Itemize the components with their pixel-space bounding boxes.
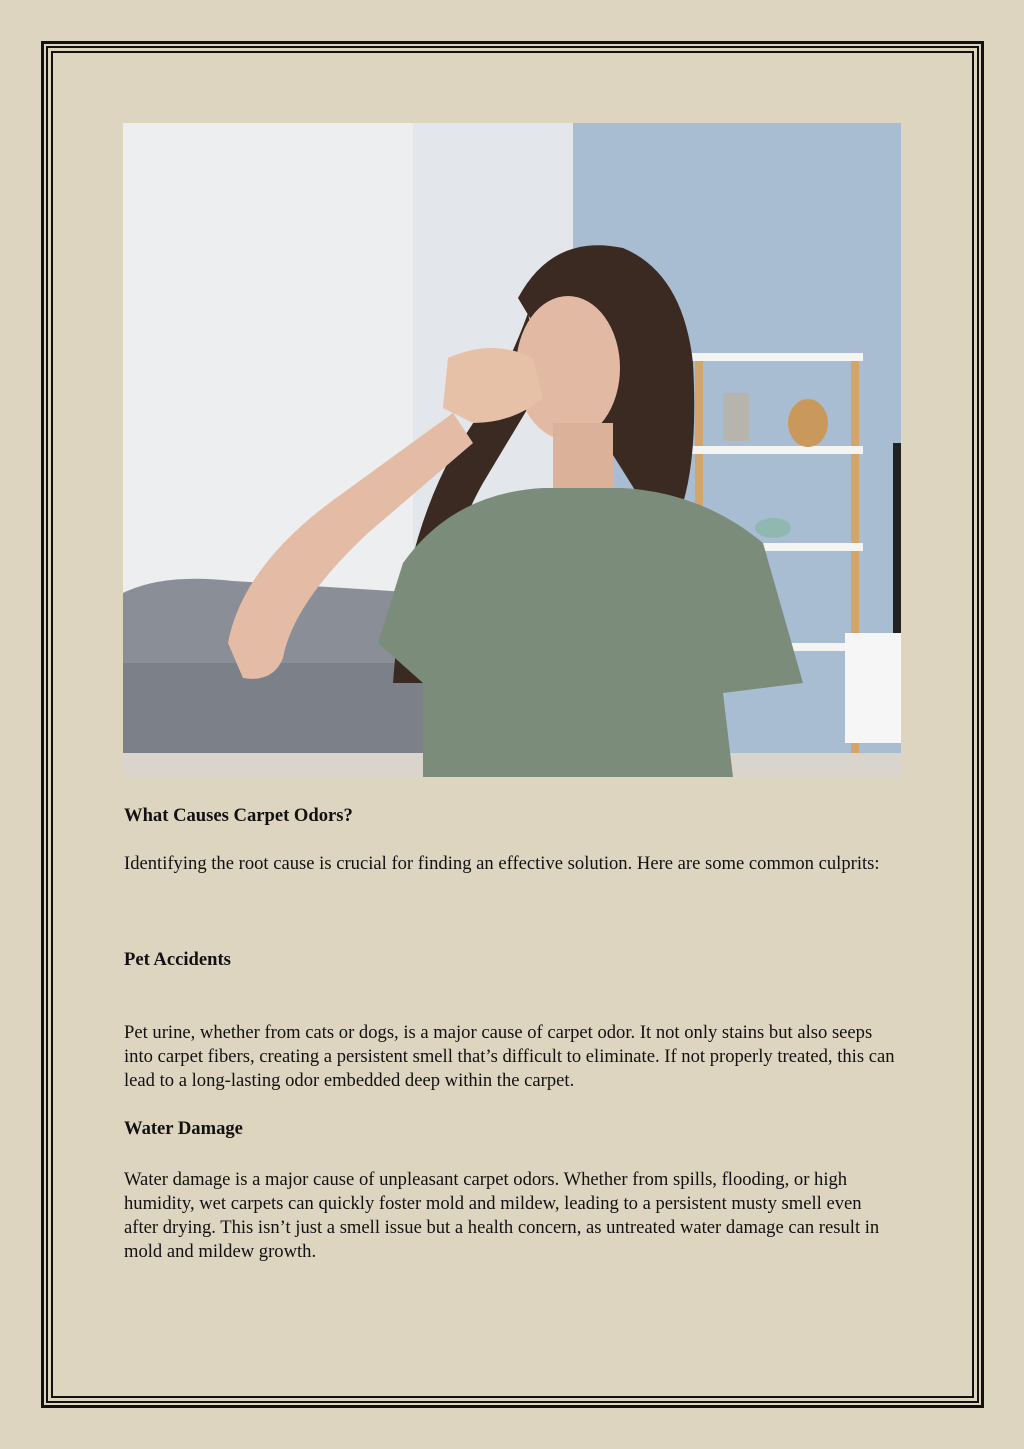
- section-body-pet-accidents: Pet urine, whether from cats or dogs, is a major cause of carpet odor. It not only stains but also seeps into carpet fibers, creating a persistent smell that’s difficult to eliminate. If not properly treated, this can lead to a long-lasting odor embedded deep within the carpet.: [124, 1022, 895, 1091]
- intro-paragraph: Identifying the root cause is crucial for finding an effective solution. Here are some common culprits:: [124, 853, 880, 874]
- section-body-water-damage: Water damage is a major cause of unpleasant carpet odors. Whether from spills, flooding, or high humidity, wet carpets can quickly foster mold and mildew, leading to a persistent musty smell even after drying. This isn’t just a smell issue but a health concern, as untreated water damage can result in mold and mildew growth.: [124, 1169, 880, 1262]
- section-title-pet-accidents: Pet Accidents: [124, 949, 231, 970]
- article-heading: What Causes Carpet Odors?: [124, 805, 353, 826]
- section-title-water-damage: Water Damage: [124, 1118, 243, 1139]
- woman-pinching-nose-photo: [123, 123, 901, 777]
